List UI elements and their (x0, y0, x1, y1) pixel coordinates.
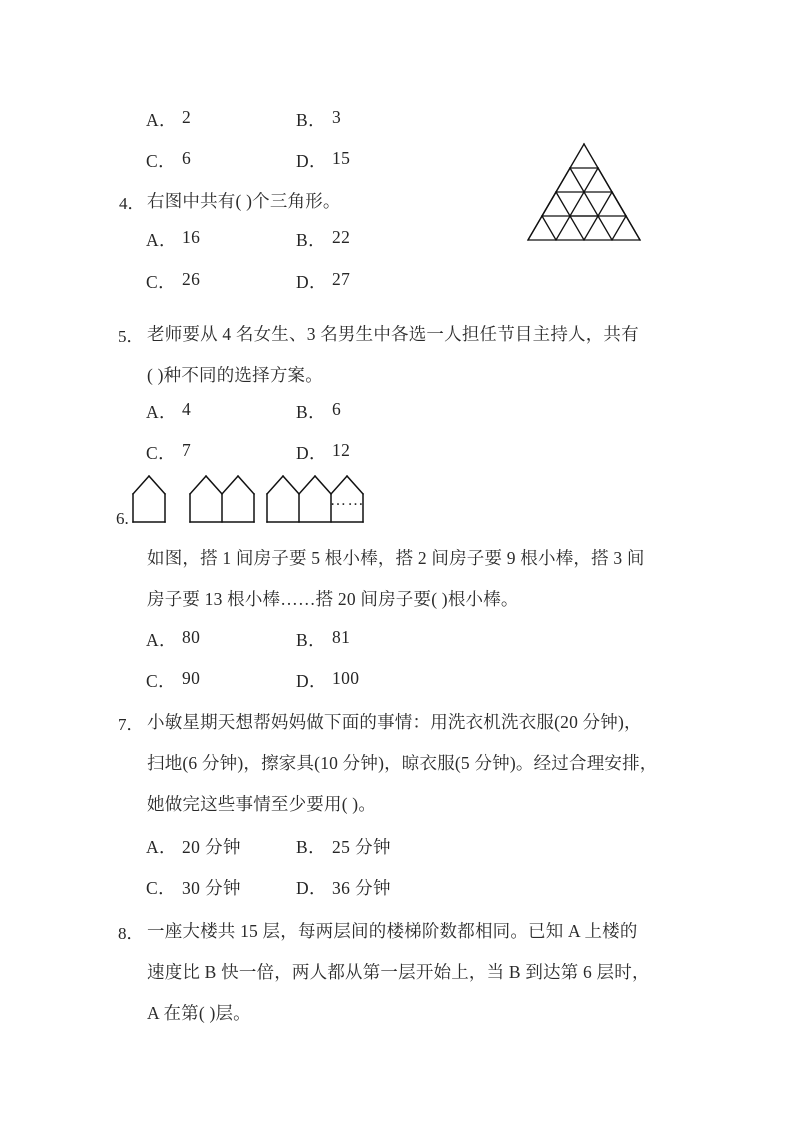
option-c-value-q7: 30 分钟 (182, 878, 241, 898)
option-c-value-q5: 7 (182, 440, 192, 460)
figure-ellipsis: …… (330, 492, 365, 509)
option-d-value-q3: 15 (332, 148, 351, 168)
question-number-6: 6. (116, 509, 129, 528)
option-a-q3[interactable]: A． (146, 110, 177, 130)
option-c-q4[interactable]: C． (146, 272, 176, 292)
option-c-q3[interactable]: C． (146, 151, 176, 171)
option-d-q3[interactable]: D． (296, 151, 327, 171)
option-d-q5[interactable]: D． (296, 443, 327, 463)
question-number-4: 4． (119, 194, 145, 213)
option-a-q6[interactable]: A． (146, 630, 177, 650)
option-b-value-q4: 22 (332, 227, 351, 247)
option-b-value-q7: 25 分钟 (332, 837, 391, 857)
option-d-q4[interactable]: D． (296, 272, 327, 292)
question-7-line-3: 她做完这些事情至少要用( )。 (147, 794, 377, 814)
option-a-q4[interactable]: A． (146, 230, 177, 250)
option-b-value-q3: 3 (332, 107, 342, 127)
option-b-q3[interactable]: B． (296, 110, 326, 130)
option-d-q7[interactable]: D． (296, 878, 327, 898)
option-c-value-q6: 90 (182, 668, 201, 688)
option-c-value-q3: 6 (182, 148, 192, 168)
question-6-line-2: 房子要 13 根小棒……搭 20 间房子要( )根小棒。 (147, 589, 519, 609)
matchstick-house-1-figure (128, 472, 174, 529)
option-b-q5[interactable]: B． (296, 402, 326, 422)
option-b-value-q6: 81 (332, 627, 351, 647)
option-a-value-q5: 4 (182, 399, 192, 419)
question-8-line-1: 一座大楼共 15 层，每两层间的楼梯阶数都相同。已知 A 上楼的 (147, 921, 638, 941)
option-d-value-q7: 36 分钟 (332, 878, 391, 898)
question-number-5: 5． (118, 327, 144, 346)
option-a-value-q3: 2 (182, 107, 192, 127)
question-7-line-1: 小敏星期天想帮妈妈做下面的事情：用洗衣机洗衣服(20 分钟)， (147, 712, 642, 732)
option-b-q7[interactable]: B． (296, 837, 326, 857)
option-b-q6[interactable]: B． (296, 630, 326, 650)
option-b-value-q5: 6 (332, 399, 342, 419)
option-c-value-q4: 26 (182, 269, 201, 289)
option-a-q7[interactable]: A． (146, 837, 177, 857)
option-b-q4[interactable]: B． (296, 230, 326, 250)
question-8-line-2: 速度比 B 快一倍，两人都从第一层开始上，当 B 到达第 6 层时， (147, 962, 650, 982)
option-c-q5[interactable]: C． (146, 443, 176, 463)
question-4-line-1: 右图中共有( )个三角形。 (147, 191, 341, 211)
question-6-line-1: 如图，搭 1 间房子要 5 根小棒，搭 2 间房子要 9 根小棒，搭 3 间 (147, 548, 645, 568)
option-c-q6[interactable]: C． (146, 671, 176, 691)
question-5-line-1: 老师要从 4 名女生、3 名男生中各选一人担任节目主持人，共有 (147, 324, 639, 344)
matchstick-house-2-figure (185, 472, 263, 529)
option-d-q6[interactable]: D． (296, 671, 327, 691)
question-5-line-2: ( )种不同的选择方案。 (147, 365, 323, 385)
option-a-q5[interactable]: A． (146, 402, 177, 422)
option-c-q7[interactable]: C． (146, 878, 176, 898)
option-d-value-q6: 100 (332, 668, 360, 688)
question-7-line-2: 扫地(6 分钟)，擦家具(10 分钟)，晾衣服(5 分钟)。经过合理安排， (147, 753, 658, 773)
option-d-value-q5: 12 (332, 440, 351, 460)
question-number-7: 7． (118, 715, 144, 734)
question-8-line-3: A 在第( )层。 (147, 1003, 251, 1023)
option-d-value-q4: 27 (332, 269, 351, 289)
subdivided-triangle-figure (524, 140, 652, 251)
option-a-value-q4: 16 (182, 227, 201, 247)
option-a-value-q7: 20 分钟 (182, 837, 241, 857)
option-a-value-q6: 80 (182, 627, 201, 647)
question-number-8: 8． (118, 924, 144, 943)
